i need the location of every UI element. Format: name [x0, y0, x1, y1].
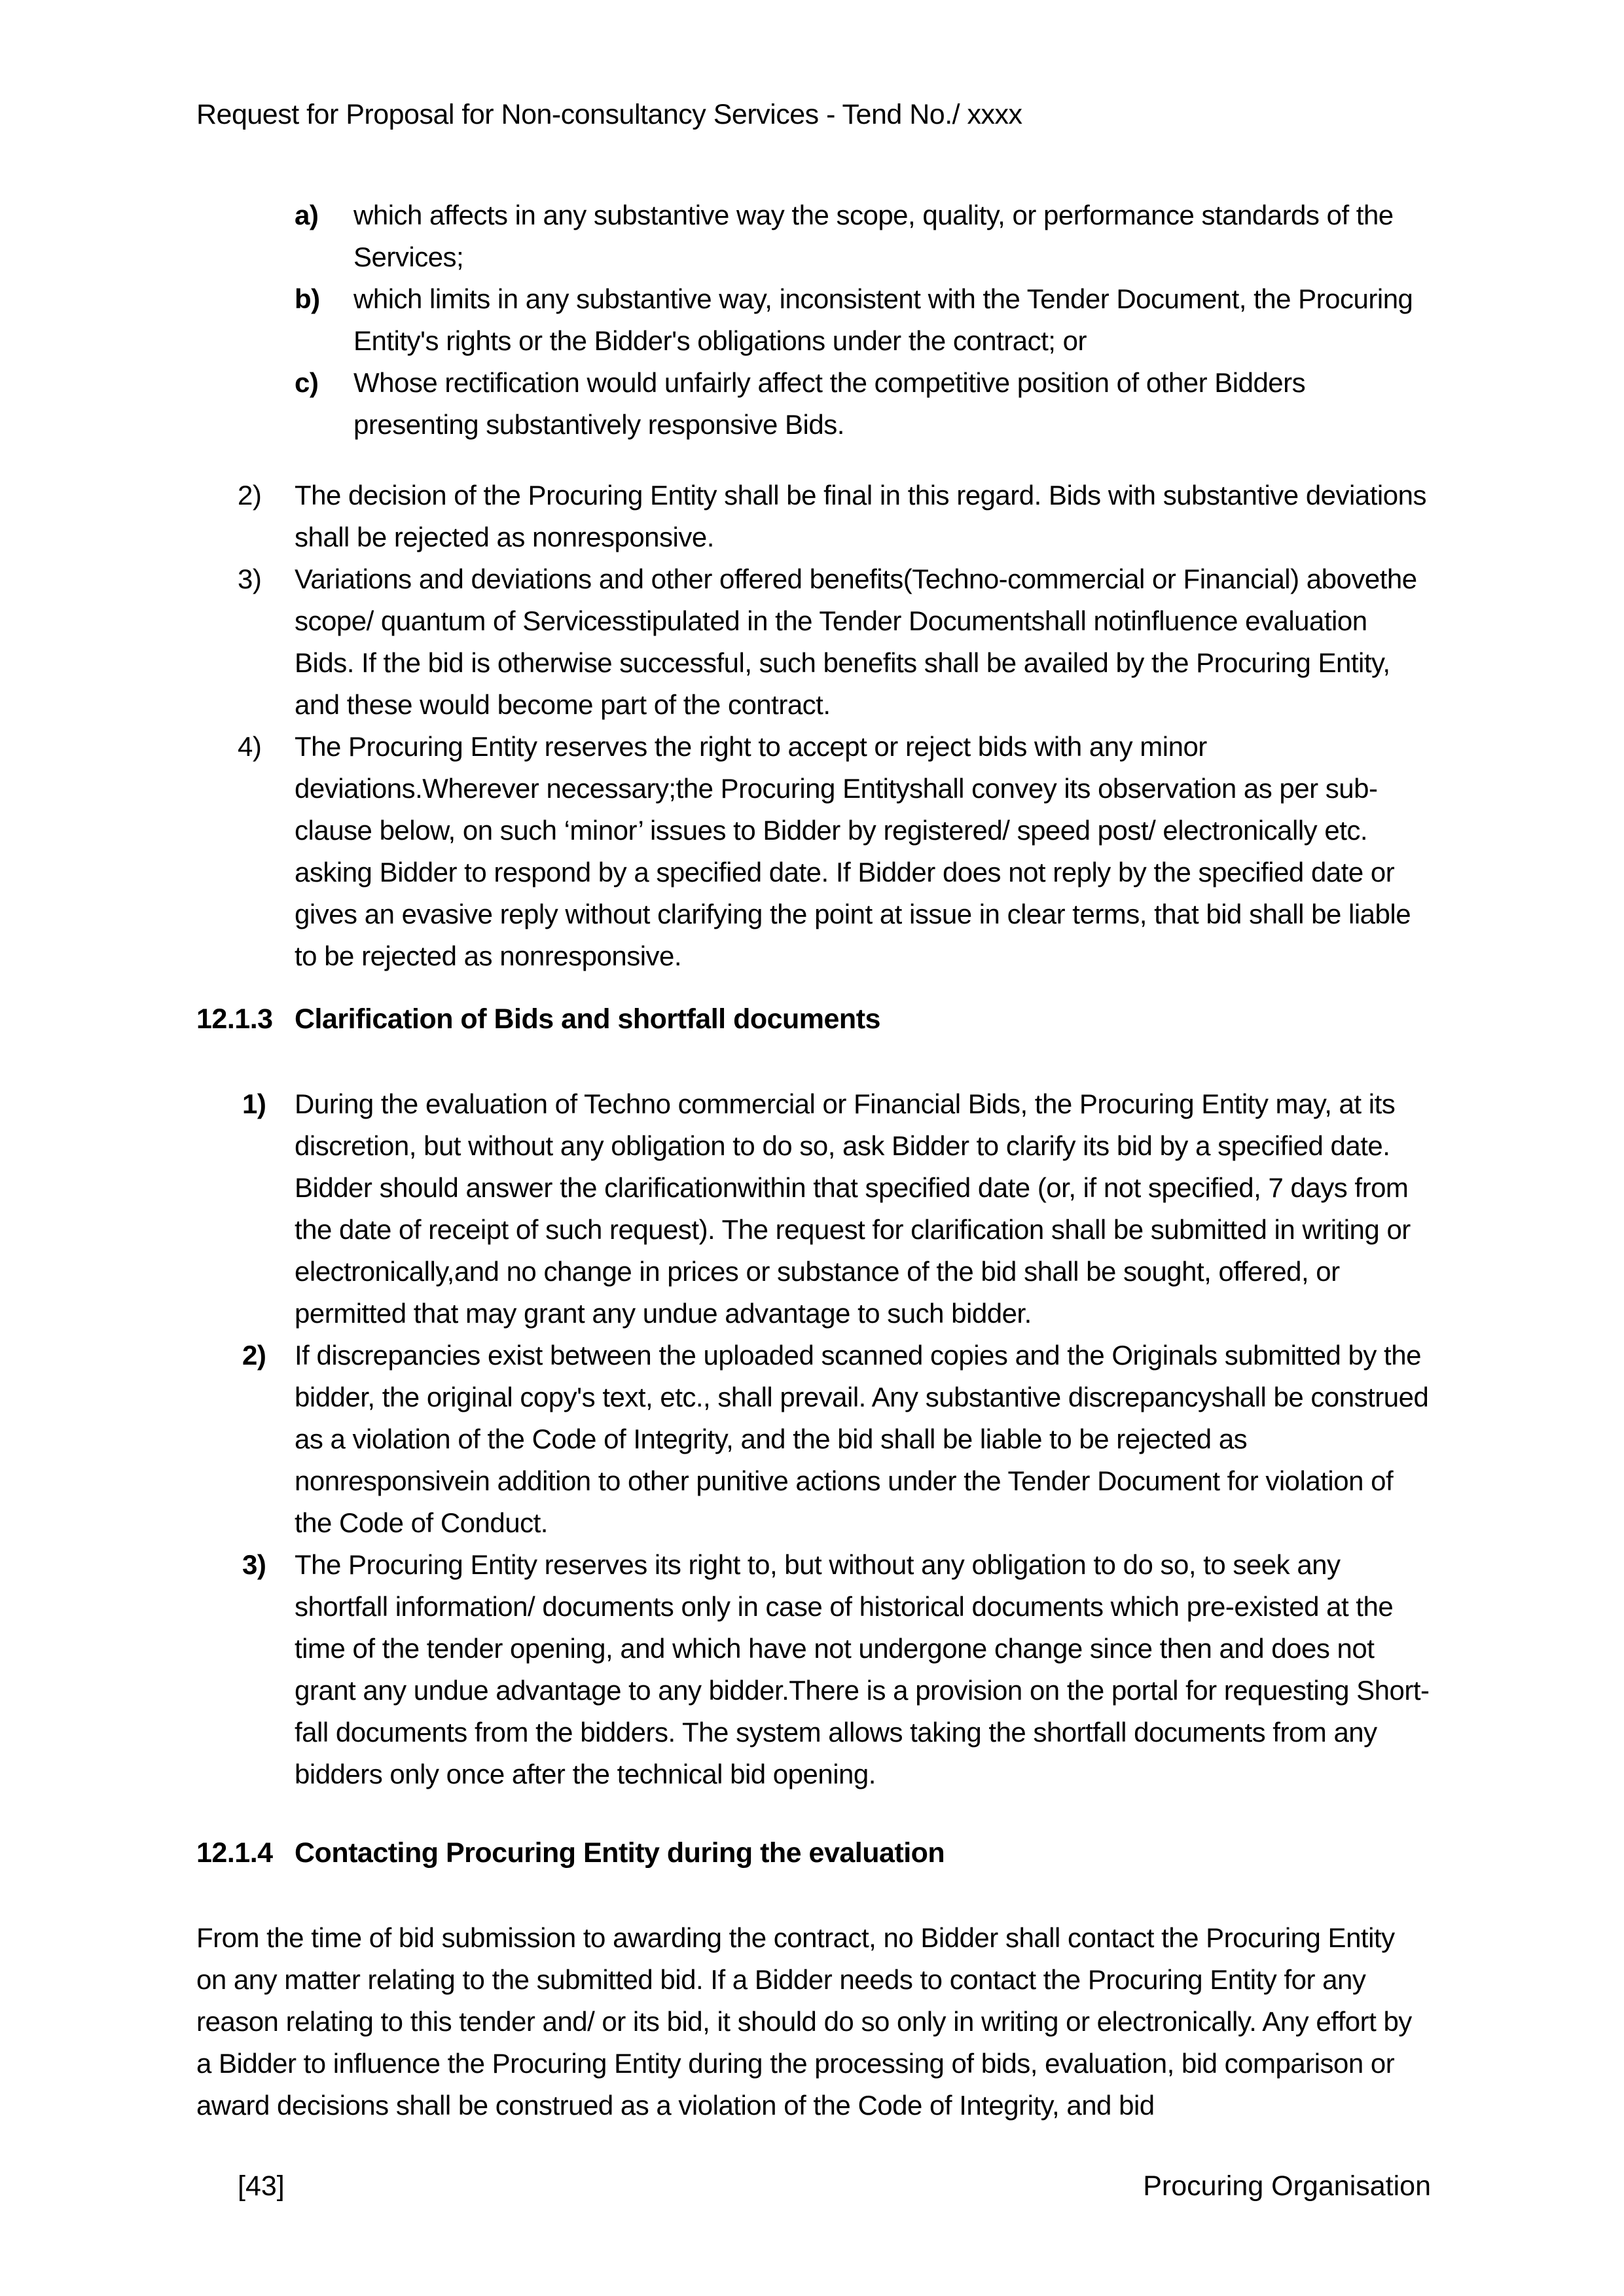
- list-item-marker: 4): [238, 731, 262, 762]
- list-item: [238, 726, 1431, 977]
- list-item-marker: c): [295, 367, 319, 398]
- list-item: [238, 558, 1431, 726]
- paragraph-contacting-entity: From the time of bid submission to awarding the contract, no Bidder shall contact the Procuring Entity on any matter relating to the submitted bid. If a Bidder needs to contact the Procuring Entity for any reason relating to this tender and/ or its bid, it should do so only in writing or electronically. Any effort by a Bidder to influence the Procuring Entity during the processing of bids, evaluation, bid comparison or award decisions shall be construed as a violation of the Code of Integrity, and bid: [196, 1922, 1412, 2121]
- list-item-text: The decision of the Procuring Entity shall be final in this regard. Bids with substantive deviations shall be rejected as nonresponsive.: [295, 480, 1426, 552]
- list-item: [295, 194, 1431, 278]
- section-heading-12-1-4: [196, 1832, 1431, 1874]
- list-item-text: If discrepancies exist between the uploaded scanned copies and the Originals submitted by the bidder, the original copy's text, etc., shall prevail. Any substantive discrepancyshall be construed as a violation of the Code of Integrity, and the bid shall be liable to be rejected as nonresponsivein addition to other punitive actions under the Tender Document for violation of the Code of Conduct.: [295, 1340, 1429, 1538]
- page-footer: [196, 2168, 1431, 2204]
- list-item-text: Variations and deviations and other offered benefits(Techno-commercial or Financial) abovethe scope/ quantum of Servicesstipulated in the Tender Documentshall notinfluence evaluation Bids. If the bid is otherwise successful, such benefits shall be availed by the Procuring Entity, and these would become part of the contract.: [295, 564, 1417, 720]
- numbered-list-clarification: [242, 1083, 1431, 1795]
- list-item-marker: 3): [238, 564, 262, 594]
- section-number: 12.1.4: [196, 1837, 273, 1869]
- list-item-marker: 2): [242, 1340, 266, 1371]
- list-item: [242, 1083, 1431, 1335]
- lettered-list: [295, 194, 1431, 446]
- section-title: Clarification of Bids and shortfall documents: [295, 1003, 880, 1035]
- footer-organisation: Procuring Organisation: [1143, 2170, 1431, 2202]
- list-item-marker: b): [295, 283, 320, 314]
- list-item-marker: 1): [242, 1088, 266, 1119]
- list-item-text: which limits in any substantive way, inconsistent with the Tender Document, the Procuring Entity's rights or the Bidder's obligations under the contract; or: [353, 283, 1413, 356]
- list-item-text: Whose rectification would unfairly affect the competitive position of other Bidders presenting substantively responsive Bids.: [353, 367, 1306, 440]
- section-title: Contacting Procuring Entity during the evaluation: [295, 1837, 945, 1869]
- page-content: [196, 95, 1431, 2126]
- list-item: [242, 1544, 1431, 1795]
- list-item: [295, 278, 1431, 362]
- list-item-text: The Procuring Entity reserves the right to accept or reject bids with any minor deviations.Wherever necessary;the Procuring Entityshall convey its observation as per sub-clause below, on such ‘minor’ issues to Bidder by registered/ speed post/ electronically etc. asking Bidder to respond by a specified date. If Bidder does not reply by the specified date or gives an evasive reply without clarifying the point at issue in clear terms, that bid shall be liable to be rejected as nonresponsive.: [295, 731, 1411, 971]
- page-header-title: Request for Proposal for Non-consultancy Services - Tend No./ xxxx: [196, 99, 1022, 130]
- list-item-marker: 2): [238, 480, 262, 511]
- section-number: 12.1.3: [196, 1003, 273, 1035]
- list-item: [242, 1335, 1431, 1544]
- list-item-text: The Procuring Entity reserves its right to, but without any obligation to do so, to seek any shortfall information/ documents only in case of historical documents which pre-existed at the time of the tender opening, and which have not undergone change since then and does not grant any undue advantage to any bidder.There is a provision on the portal for requesting Short-fall documents from the bidders. The system allows taking the shortfall documents from any bidders only once after the technical bid opening.: [295, 1549, 1430, 1789]
- list-item-marker: a): [295, 200, 319, 230]
- list-item-marker: 3): [242, 1549, 266, 1580]
- page-number: [43]: [238, 2170, 285, 2202]
- list-item: [295, 362, 1431, 446]
- list-item: [238, 475, 1431, 558]
- section-heading-12-1-3: [196, 998, 1431, 1040]
- list-item-text: During the evaluation of Techno commercial or Financial Bids, the Procuring Entity may, at its discretion, but without any obligation to do so, ask Bidder to clarify its bid by a specified date. Bidder should answer the clarificationwithin that specified date (or, if not specified, 7 days from the date of receipt of such request). The request for clarification shall be submitted in writing or electronically,and no change in prices or substance of the bid shall be sought, offered, or permitted that may grant any undue advantage to such bidder.: [295, 1088, 1411, 1329]
- list-item-text: which affects in any substantive way the scope, quality, or performance standards of the Services;: [353, 200, 1394, 272]
- numbered-list-continued: [238, 475, 1431, 977]
